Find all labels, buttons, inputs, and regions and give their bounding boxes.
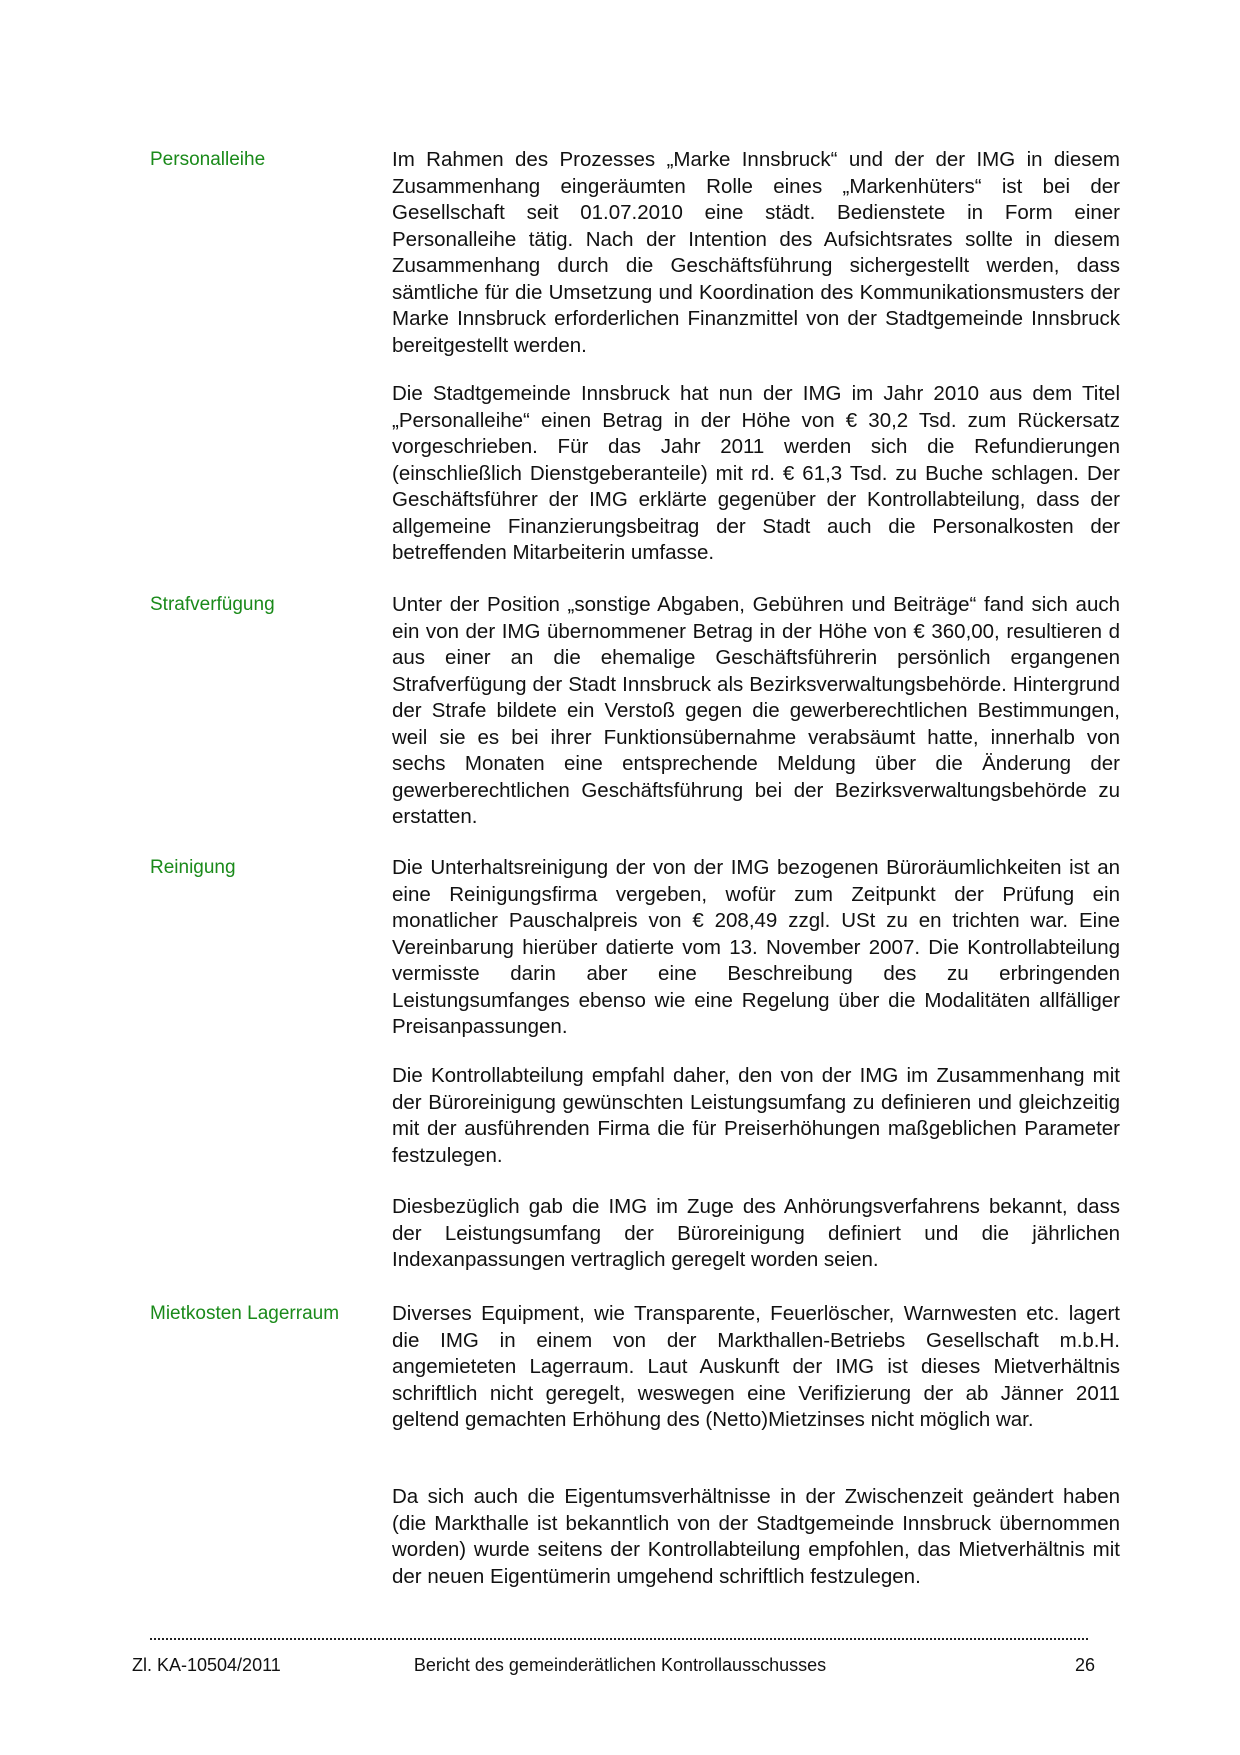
paragraph: Diesbezüglich gab die IMG im Zuge des Anhörungsverfahrens bekannt, dass der Leistungsumfang der Büroreinigung definiert und die jährlichen Indexanpassungen vertraglich geregelt worden seien. [392,1195,1120,1271]
paragraph: Diverses Equipment, wie Transparente, Feuerlöscher, Warnwesten etc. lagert die IMG in einem von der Markthallen-Betriebs Gesellschaft m.b.H. angemieteten Lagerraum. Laut Auskunft der IMG ist dieses Mietverhältnis schriftlich nicht geregelt, weswegen eine Verifizierung der ab Jänner 2011 geltend gemachten Erhöhung des (Netto)Mietzinses nicht möglich war. [392,1302,1120,1431]
footer-divider [150,1638,1088,1640]
paragraph: Die Stadtgemeinde Innsbruck hat nun der IMG im Jahr 2010 aus dem Titel „Personalleihe“ einen Betrag in der Höhe von € 30,2 Tsd. zum Rückersatz vorgeschrieben. Für das Jahr 2011 werden sich die Refundierungen (einschließlich Dienstgeberanteile) mit rd. € 61,3 Tsd. zu Buche schlagen. Der Geschäftsführer der IMG erklärte gegenüber der Kontrollabteilung, dass der allgemeine Finanzierungsbeitrag der Stadt auch die Personalkosten der betreffenden Mitarbeiterin umfasse. [392,382,1120,564]
footer-reference: Zl. KA-10504/2011 [132,1655,281,1675]
footer-title: Bericht des gemeinderätlichen Kontrollausschusses [413,1655,827,1675]
paragraph: Die Unterhaltsreinigung der von der IMG bezogenen Büroräumlichkeiten ist an eine Reinigungsfirma vergeben, wofür zum Zeitpunkt der Prüfung ein monatlicher Pauschalpreis von € 208,49 zzgl. USt zu en trichten war. Eine Vereinbarung hierüber datierte vom 13. November 2007. Die Kontrollabteilung vermisste darin aber eine Beschreibung des zu erbringenden Leistungsumfanges ebenso wie eine Regelung über die Modalitäten allfälliger Preisanpassungen. [392,856,1120,1038]
margin-label-personalleihe: Personalleihe [150,149,266,170]
margin-label-reinigung: Reinigung [150,857,236,878]
paragraph: Die Kontrollabteilung empfahl daher, den von der IMG im Zusammenhang mit der Büroreinigung gewünschten Leistungsumfang zu definieren und gleichzeitig mit der ausführenden Firma die für Preiserhöhungen maßgeblichen Parameter festzulegen. [392,1064,1120,1167]
margin-label-strafverfuegung: Strafverfügung [150,594,275,615]
page-number: 26 [1075,1655,1096,1675]
paragraph: Im Rahmen des Prozesses „Marke Innsbruck“ und der der IMG in diesem Zusammenhang eingeräumten Rolle eines „Markenhüters“ ist bei der Gesellschaft seit 01.07.2010 eine städt. Bedienstete in Form einer Personalleihe tätig. Nach der Intention des Aufsichtsrates sollte in diesem Zusammenhang durch die Geschäftsführung sichergestellt werden, dass sämtliche für die Umsetzung und Koordination des Kommunikationsmusters der Marke Innsbruck erforderlichen Finanzmittel von der Stadtgemeinde Innsbruck bereitgestellt werden. [392,148,1120,357]
margin-label-mietkosten-lagerraum: Mietkosten Lagerraum [150,1303,340,1324]
paragraph: Da sich auch die Eigentumsverhältnisse in der Zwischenzeit geändert haben (die Markthalle ist bekanntlich von der Stadtgemeinde Innsbruck übernommen worden) wurde seitens der Kontrollabteilung empfohlen, das Mietverhältnis mit der neuen Eigentümerin umgehend schriftlich festzulegen. [392,1485,1120,1588]
paragraph: Unter der Position „sonstige Abgaben, Gebühren und Beiträge“ fand sich auch ein von der IMG übernommener Betrag in der Höhe von € 360,00, resultieren d aus einer an die ehemalige Geschäftsführerin persönlich ergangenen Strafverfügung der Stadt Innsbruck als Bezirksverwaltungsbehörde. Hintergrund der Strafe bildete ein Verstoß gegen die gewerberechtlichen Bestimmungen, weil sie es bei ihrer Funktionsübernahme verabsäumt hatte, innerhalb von sechs Monaten eine entsprechende Meldung über die Änderung der gewerberechtlichen Geschäftsführung bei der Bezirksverwaltungsbehörde zu erstatten. [392,593,1120,828]
